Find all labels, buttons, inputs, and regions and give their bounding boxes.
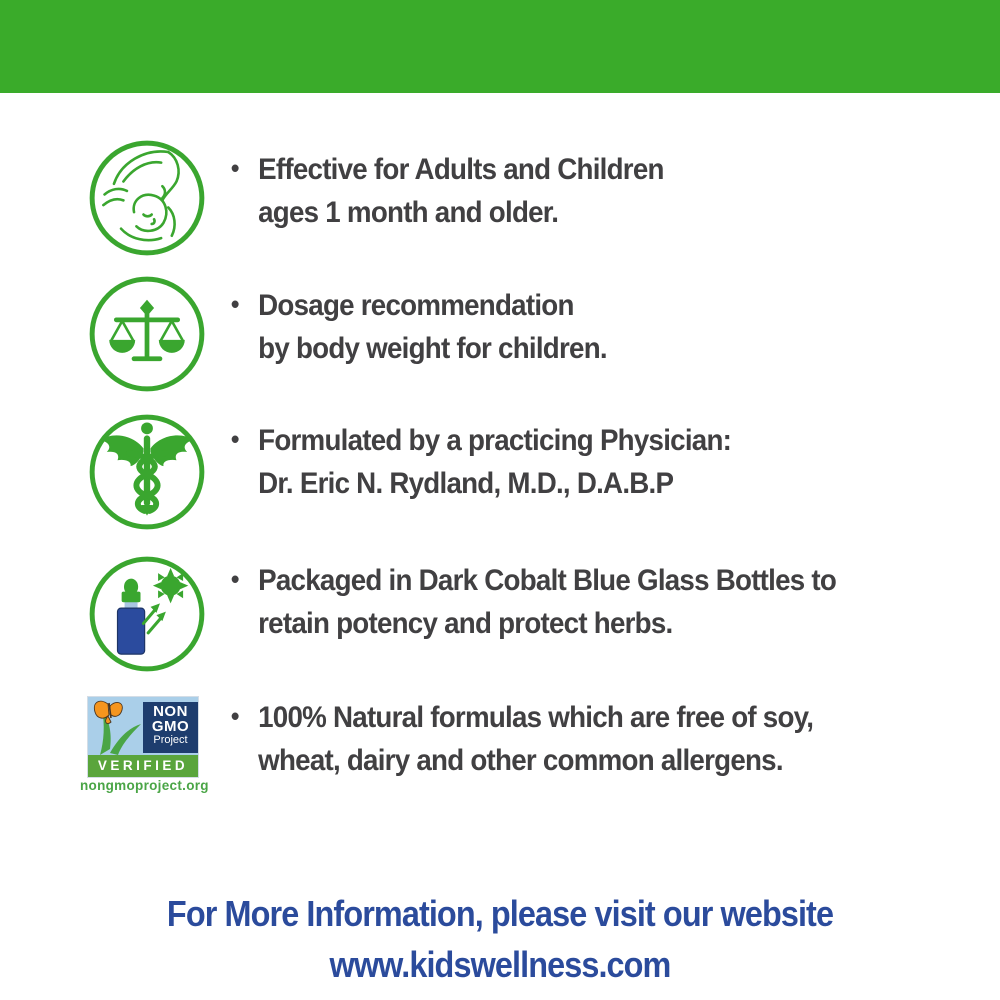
feature-text-line: Effective for Adults and Children [258, 153, 664, 186]
feature-text-line: Packaged in Dark Cobalt Blue Glass Bottles to [258, 564, 837, 597]
mother-child-icon [88, 139, 206, 257]
footer-website-link[interactable]: www.kidswellness.com [329, 944, 671, 985]
feature-item-packaging [229, 559, 925, 645]
feature-text-line: Formulated by a practicing Physician: [258, 424, 732, 457]
verified-band: VERIFIED [88, 755, 198, 777]
non-gmo-url: nongmoproject.org [80, 778, 209, 793]
non-gmo-project-box [143, 702, 198, 753]
feature-item-effectiveness [229, 148, 925, 234]
footer-info-text: For More Information, please visit our website [166, 893, 834, 934]
feature-text-line: Dosage recommendation [258, 289, 574, 322]
non-gmo-verified-seal [88, 697, 198, 777]
feature-item-natural [229, 696, 925, 782]
balance-scale-icon [88, 275, 206, 393]
feature-text-line: by body weight for children. [258, 332, 607, 365]
feature-text-line: wheat, dairy and other common allergens. [258, 744, 783, 777]
feature-item-physician [229, 419, 925, 505]
bullet-point: • [230, 701, 239, 731]
feature-text-line: retain potency and protect herbs. [258, 607, 673, 640]
bullet-point: • [230, 153, 239, 183]
caduceus-icon [88, 413, 206, 531]
feature-item-dosage [229, 284, 925, 370]
seal-word: Project [153, 734, 188, 746]
bullet-point: • [230, 289, 239, 319]
seal-word: GMO [151, 718, 190, 735]
feature-text-line: 100% Natural formulas which are free of soy, [258, 701, 814, 734]
seal-word: NON [153, 703, 188, 720]
feature-text-line: Dr. Eric N. Rydland, M.D., D.A.B.P [258, 467, 674, 500]
bullet-point: • [230, 424, 239, 454]
dropper-bottle-sun-icon [88, 555, 206, 673]
bullet-point: • [230, 564, 239, 594]
butterfly-grass-art [88, 697, 144, 755]
top-green-banner [0, 0, 1000, 93]
feature-text-line: ages 1 month and older. [258, 196, 559, 229]
